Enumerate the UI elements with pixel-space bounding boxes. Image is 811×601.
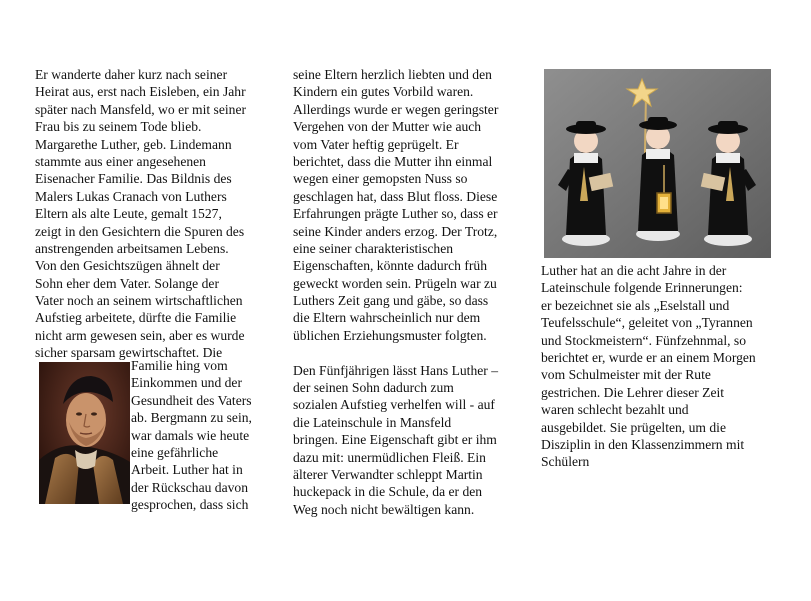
portrait-icon: [39, 362, 130, 504]
text-line: zeigt in den Gesichtern die Spuren des: [35, 223, 245, 239]
text-line: Einkommen und der: [131, 375, 242, 391]
text-line: Eisenacher Familie. Das Bildnis des: [35, 171, 232, 187]
text-line: Disziplin in den Klassenzimmern mit: [541, 436, 745, 452]
column-1-wrapped-text: [131, 357, 252, 514]
text-line: Von den Gesichtszügen ähnelt der: [35, 258, 220, 274]
text-line: Gesundheit des Vaters: [131, 392, 252, 408]
text-line: Er wanderte daher kurz nach seiner: [35, 67, 228, 82]
text-line: berichtet er, wurde er an einem Morgen: [541, 349, 756, 365]
text-line: Margarethe Luther, geb. Lindemann: [35, 136, 232, 152]
text-line: Teufelsschule“, geleitet von „Tyrannen: [541, 315, 753, 331]
choir-boys-figurines-image: [544, 69, 771, 258]
text-line: Kindern ein gutes Vorbild waren.: [293, 84, 474, 100]
text-line: Sohn eher dem Vater. Solange der: [35, 275, 219, 291]
text-line: ab. Bergmann zu sein,: [131, 410, 252, 426]
text-line: nicht arm gewesen sein, aber es wurde: [35, 327, 245, 343]
text-line: üblichen Erziehungsmuster folgten.: [293, 327, 487, 343]
text-line: eine gefährliche: [131, 444, 219, 460]
text-line: gesprochen, dass sich: [131, 497, 249, 513]
text-line: anstrengenden arbeitsamen Lebens.: [35, 240, 229, 256]
text-line: die Lateinschule in Mansfeld: [293, 414, 452, 430]
text-line: Malers Lukas Cranach von Luthers: [35, 188, 227, 204]
figurines-icon: [544, 69, 771, 258]
text-line: waren schlecht bezahlt und: [541, 402, 689, 418]
text-line: Aufstieg arbeitete, dürfte die Familie: [35, 310, 237, 326]
text-line: vom Vater heftig geprügelt. Er: [293, 136, 459, 152]
text-line: Vergehen von der Mutter wie auch: [293, 119, 482, 135]
text-line: stammte aus einer angesehenen: [35, 153, 206, 169]
text-line: huckepack in die Schule, da er den: [293, 484, 483, 500]
text-line: der Rückschau davon: [131, 479, 249, 495]
column-2: [293, 66, 525, 518]
text-line: Schülern: [541, 454, 590, 470]
text-line: Eltern als alte Leute, gemalt 1527,: [35, 206, 222, 222]
text-line: Frau bis zu seinem Tode blieb.: [35, 119, 202, 135]
text-line: war damals wie heute: [131, 427, 250, 443]
text-line: Lateinschule folgende Erinnerungen:: [541, 280, 743, 296]
text-line: der seinen Sohn dadurch zum: [293, 380, 454, 396]
text-line: Weg noch nicht bewältigen kann.: [293, 501, 475, 517]
text-line: wegen einer gemopsten Nuss so: [293, 171, 468, 187]
paragraph-spacer: [293, 344, 525, 361]
text-line: Luthers Zeit gang und gäbe, so dass: [293, 293, 489, 309]
text-line: und Stockmeistern“. Fünfzehnmal, so: [541, 332, 747, 348]
text-line: er bezeichnet sie als „Eselstall und: [541, 297, 730, 313]
text-line: älterer Verwandter schleppt Martin: [293, 466, 483, 482]
text-line: Luther hat an die acht Jahre in der: [541, 263, 727, 278]
text-line: Vater noch an seinem wirtschaftlichen: [35, 293, 243, 309]
text-line: Arbeit. Luther hat in: [131, 462, 243, 478]
text-line: bringen. Eine Eigenschaft gibt er ihm: [293, 432, 497, 448]
text-line: dazu mit: unermüdlichen Fleiß. Ein: [293, 449, 486, 465]
column-3: [541, 262, 786, 471]
text-line: Familie hing vom: [131, 358, 228, 373]
text-line: seine Kinder anders erzog. Der Trotz,: [293, 223, 498, 239]
text-line: sicher sparsam gewirtschaftet. Die: [35, 345, 223, 361]
text-line: Eigenschaften, könnte dadurch früh: [293, 258, 488, 274]
hans-luther-portrait-image: [39, 362, 130, 504]
text-line: Heirat aus, erst nach Eisleben, ein Jahr: [35, 84, 246, 100]
text-line: Den Fünfjährigen lässt Hans Luther –: [293, 362, 498, 378]
text-line: berichtet, dass die Mutter ihn einmal: [293, 153, 493, 169]
text-line: seine Eltern herzlich liebten und den: [293, 67, 492, 82]
text-line: ausgebildet. Sie prügelten, um die: [541, 419, 726, 435]
column-1: [35, 66, 275, 362]
text-line: sozialen Aufstieg verhelfen will - auf: [293, 397, 495, 413]
text-line: geschlagen hat, dass Blut floss. Diese: [293, 188, 498, 204]
text-line: vom Schulmeister mit der Rute: [541, 367, 711, 383]
text-line: eine seiner charakteristischen: [293, 240, 454, 256]
text-line: Allerdings wurde er wegen geringster: [293, 101, 499, 117]
text-line: die Eltern wahrscheinlich nur dem: [293, 310, 481, 326]
text-line: gestrichen. Die Lehrer dieser Zeit: [541, 384, 725, 400]
text-line: später nach Mansfeld, wo er mit seiner: [35, 101, 247, 117]
text-line: geweckt worden sein. Prügeln war zu: [293, 275, 497, 291]
text-line: Erfahrungen prägte Luther so, dass er: [293, 206, 498, 222]
